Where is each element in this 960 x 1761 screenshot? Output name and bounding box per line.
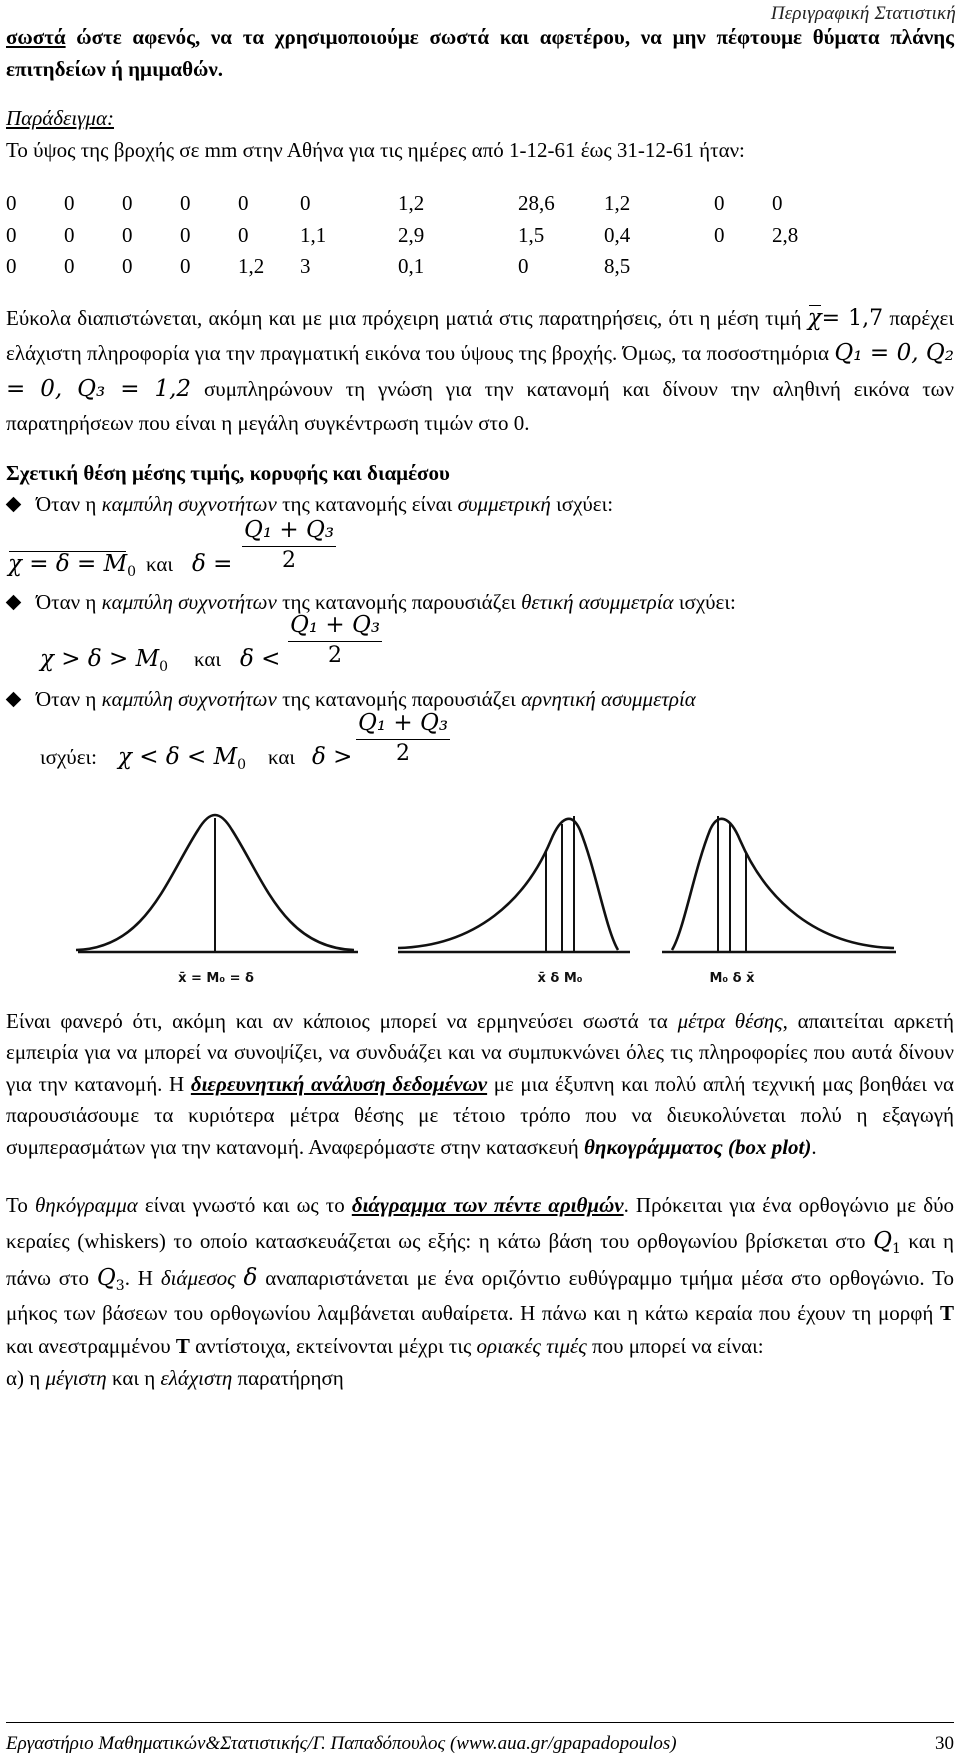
table-cell: 8,5: [604, 254, 631, 278]
table-cell: 1,2: [604, 191, 631, 215]
skewness-curves-figure: [6, 800, 954, 1000]
table-cell: 28,6: [518, 191, 555, 215]
table-cell: 0: [180, 254, 191, 278]
table-cell: 3: [300, 254, 311, 278]
table-cell: 0: [300, 191, 311, 215]
curve2-label: x̄ δ M₀: [537, 970, 583, 986]
curve1-label: x̄ = M₀ = δ: [178, 970, 254, 986]
table-cell: 0: [6, 222, 17, 247]
table-cell: 0,4: [604, 222, 631, 247]
table-cell: 1,1: [300, 222, 327, 247]
table-cell: 0: [64, 254, 75, 278]
page-number: 30: [935, 1733, 954, 1754]
table-cell: 0,1: [398, 254, 425, 278]
table-cell: 0: [122, 222, 133, 247]
mean-symbol: χ: [808, 305, 822, 331]
example-block: [6, 103, 954, 283]
table-cell: 0: [122, 191, 133, 215]
table-cell: 0: [122, 254, 133, 278]
formula-positive-skew: $\chi > \delta > M_0$ και δ < $\frac{\text{Q₁ + Q₃}}{2}$: [40, 612, 381, 676]
observation-paragraph: Εύκολα διαπιστώνεται, ακόμη και με μια πρόχειρη ματιά στις παρατηρήσεις, ότι η μέση τιμή χ= 1,7 παρέχει ελάχιστη πληροφορία για την πραγματική εικόνα του ύψους της βροχής. Όμως, τα ποσοστημόρια Q₁ = 0, Q₂ = 0, Q₃ = 1,2 συμπληρώνουν τη γνώση για την κατανομή και δίνουν την αληθινή εικόνα των παρατηρήσεων που είναι η μεγάλη συγκέντρωση τιμών στο 0.: [6, 301, 954, 440]
list-item-a: α) η μέγιστη και η ελάχιστη παρατήρηση: [6, 1366, 344, 1391]
fraction-q1-q3: $\frac{\text{Q₁ + Q₃}}{2}$: [358, 709, 449, 766]
running-header: Περιγραφική Στατιστική: [770, 3, 956, 24]
eda-paragraph: Είναι φανερό ότι, ακόμη και αν κάποιος μπορεί να ερμηνεύσει σωστά τα μέτρα θέσης, απαιτείται αρκετή εμπειρία για να μπορεί να συνοψίζει, να συνδυάζει και να συμπυκνώνει όλες τις πληροφορίες που αυτά δίνουν για την κατανομή. Η διερευνητική ανάλυση δεδομένων με μια έξυπνη και πολύ απλή τεχνική μας βοηθάει να παρουσιάσουμε τα κυριότερα μέτρα θέσης με τέτοιο τρόπο που να διευκολύνεται πολύ η εξαγωγή συμπερασμάτων για την κατανομή. Αναφερόμαστε στην κατασκευή θηκογράμματος (box plot).: [6, 1008, 955, 1159]
footer-divider: [6, 1722, 954, 1723]
table-cell: 0: [772, 191, 783, 215]
page-body: [6, 22, 954, 1395]
table-cell: 0: [6, 254, 17, 278]
curve-positive-skew: [672, 819, 894, 950]
curves-svg: [6, 800, 954, 1000]
table-row: [6, 220, 832, 252]
table-cell: 1,5: [518, 222, 545, 247]
rainfall-table: [6, 188, 832, 283]
diamond-bullet-icon: [6, 595, 22, 611]
table-cell: 0: [64, 191, 75, 215]
bullet-symmetric: Όταν η καμπύλη συχνοτήτων της κατανομής είναι συμμετρική ισχύει:: [6, 489, 954, 521]
formula1-lhs: χ = δ = M: [8, 547, 127, 582]
table-cell: 2,9: [398, 222, 425, 247]
fraction-q1-q3: $\frac{\text{Q₁ + Q₃}}{2}$: [290, 612, 381, 669]
formula-symmetric: $\chi = \delta = M_0$ και δ = $\frac{\text{Q₁ + Q₃}}{2}$: [8, 516, 335, 580]
table-cell: 0: [64, 222, 75, 247]
quartile-values: Q₁ = 0, Q₂ = 0, Q₃ = 1,2: [6, 340, 955, 402]
boxplot-paragraph: Το θηκόγραμμα είναι γνωστό και ως το διάγραμμα των πέντε αριθμών. Πρόκειται για ένα ορθογώνιο με δύο κεραίες (whiskers) το οποίο κατασκευάζεται ως εξής: η κάτω βάση του ορθογωνίου βρίσκεται στο $Q_1$ και η πάνω στο $Q_3$. Η διάμεσος δ αναπαριστάνεται με ένα οριζόντιο ευθύγραμμο τμήμα μέσα στο ορθογώνιο. Το μήκος των βάσεων του ορθογωνίου λαμβάνεται αυθαίρετα. Η πάνω και η κάτω κεραία που έχουν τη μορφή Τ και ανεστραμμένου Τ αντίστοιχα, εκτείνονται μέχρι τις οριακές τιμές που μπορεί να είναι:: [6, 1193, 954, 1359]
formula-negative-skew: ισχύει: $\chi < \delta < M_0$ και δ > $\frac{\text{Q₁ + Q₃}}{2}$: [40, 709, 449, 773]
table-cell: [772, 251, 832, 283]
table-cell: 0: [714, 191, 725, 215]
formula2-lhs: χ > δ > M: [40, 646, 160, 673]
table-cell: 0: [180, 222, 191, 247]
page-footer: [6, 1730, 954, 1759]
formula3-lhs: χ < δ < M: [118, 743, 238, 770]
diamond-bullet-icon: [6, 497, 22, 513]
table-row: [6, 188, 832, 220]
table-cell: 0: [180, 191, 191, 215]
table-cell: 0: [714, 222, 725, 247]
footer-credit: Εργαστήριο Μαθηματικών&Στατιστικής/Γ. Παπαδόπουλος (www.aua.gr/gpapadopoulos): [6, 1733, 677, 1754]
section-title: Σχετική θέση μέσης τιμής, κορυφής και διαμέσου: [6, 460, 450, 485]
curve-negative-skew: [398, 819, 618, 950]
bullet-positive-skew: Όταν η καμπύλη συχνοτήτων της κατανομής παρουσιάζει θετική ασυμμετρία ισχύει:: [6, 587, 954, 619]
bullet-negative-skew: Όταν η καμπύλη συχνοτήτων της κατανομής παρουσιάζει αρνητική ασυμμετρία: [6, 684, 954, 716]
table-cell: 2,8: [772, 222, 799, 247]
table-cell: 0: [6, 191, 17, 215]
table-cell: 0: [238, 191, 249, 215]
table-cell: 1,2: [238, 254, 265, 278]
table-cell: 0: [238, 222, 249, 247]
intro-paragraph: σωστά ώστε αφενός, να τα χρησιμοποιούμε σωστά και αφετέρου, να μην πέφτουμε θύματα πλάνης επιτηδείων ή ημιμαθών.: [6, 25, 954, 81]
example-text: Το ύψος της βροχής σε mm στην Αθήνα για τις ημέρες από 1-12-61 έως 31-12-61 ήταν:: [6, 137, 745, 162]
fraction-q1-q3: $\frac{\text{Q₁ + Q₃}}{2}$: [244, 516, 335, 573]
table-cell: [714, 251, 772, 283]
table-cell: 0: [518, 254, 529, 278]
table-row: [6, 251, 832, 283]
example-label: Παράδειγμα:: [6, 106, 114, 130]
table-cell: 1,2: [398, 191, 425, 215]
curve3-label: M₀ δ x̄: [709, 970, 755, 986]
diamond-bullet-icon: [6, 692, 22, 708]
